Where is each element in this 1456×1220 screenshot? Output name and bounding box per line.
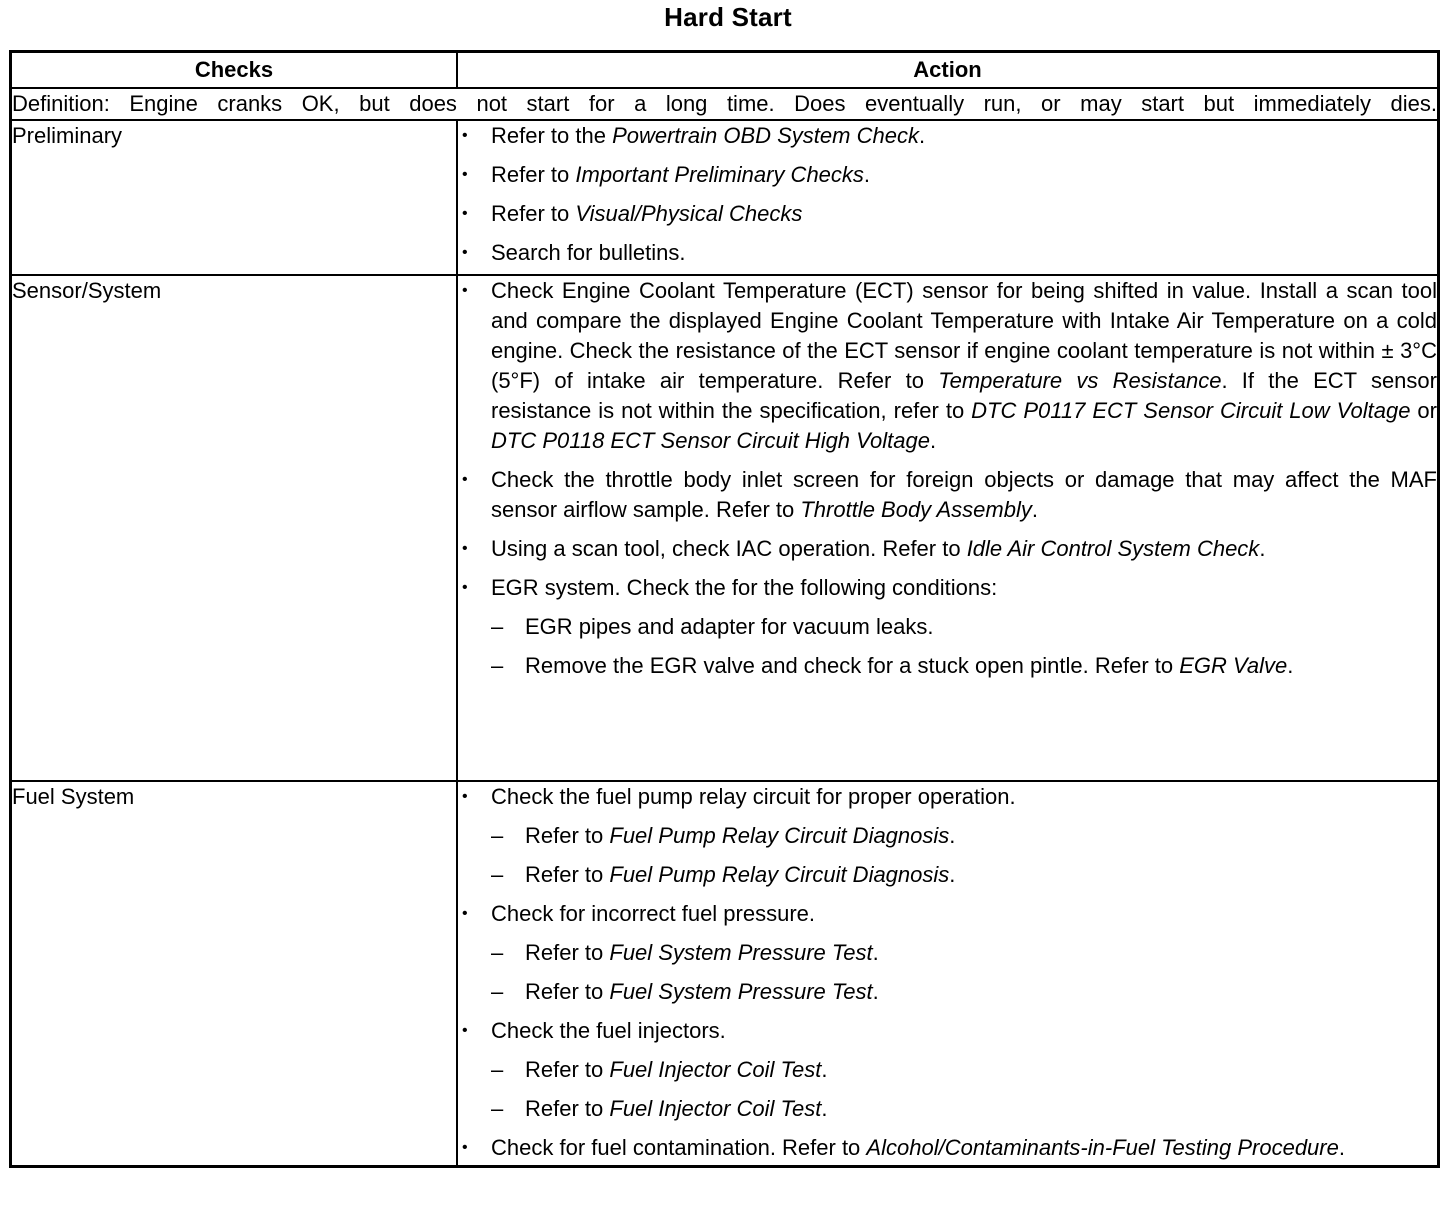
check-label-sensor-system: Sensor/System — [11, 275, 458, 781]
action-header: Action — [457, 52, 1439, 89]
reference-link: Fuel Injector Coil Test — [609, 1096, 822, 1121]
list-item — [458, 1133, 1437, 1163]
item-text: . — [929, 428, 937, 453]
item-text: EGR system. Check the for the following conditions: — [491, 575, 998, 600]
list-item — [458, 899, 1437, 929]
bullet-icon: • — [462, 905, 468, 922]
check-label-preliminary: Preliminary — [11, 120, 458, 275]
reference-link: Fuel System Pressure Test — [609, 979, 873, 1004]
list-item — [458, 276, 1437, 456]
sub-item — [458, 938, 1437, 968]
dash-icon: – — [491, 862, 504, 887]
dash-icon: – — [491, 1096, 504, 1121]
bullet-icon: • — [462, 166, 468, 183]
item-text: . — [863, 162, 871, 187]
item-text: . — [918, 123, 926, 148]
item-text: Using a scan tool, check IAC operation. Refer to — [491, 536, 967, 561]
reference-link: Powertrain OBD System Check — [612, 123, 919, 148]
item-text: . — [1338, 1135, 1345, 1160]
sub-item — [458, 977, 1437, 1007]
dash-icon: – — [491, 653, 504, 678]
action-cell-preliminary — [457, 120, 1439, 275]
list-item — [458, 465, 1437, 525]
item-text: Check the fuel pump relay circuit for proper operation. — [491, 784, 1016, 809]
bullet-icon: • — [462, 579, 468, 596]
check-label-fuel-system: Fuel System — [11, 781, 458, 1167]
bullet-icon: • — [462, 1139, 468, 1156]
item-text: . — [821, 1096, 828, 1121]
bullet-icon: • — [462, 205, 468, 222]
reference-link: Fuel Pump Relay Circuit Diagnosis — [609, 823, 950, 848]
bullet-icon: • — [462, 282, 468, 299]
definition-row — [11, 88, 1439, 120]
item-text: . — [1031, 497, 1038, 522]
dash-icon: – — [491, 979, 504, 1004]
bullet-icon: • — [462, 471, 468, 488]
item-text: . — [821, 1057, 828, 1082]
reference-link: Alcohol/Contaminants-in-Fuel Testing Procedure — [866, 1135, 1339, 1160]
item-text: Check for fuel contamination. Refer to — [491, 1135, 867, 1160]
hard-start-table — [9, 50, 1440, 1168]
bullet-icon: • — [462, 540, 468, 557]
bullet-icon: • — [462, 244, 468, 261]
table-row — [11, 275, 1439, 781]
sub-item — [458, 860, 1437, 890]
sub-item — [458, 1055, 1437, 1085]
page-title: Hard Start — [664, 2, 792, 32]
item-text: . — [872, 940, 879, 965]
bullet-icon: • — [462, 1022, 468, 1039]
table-row — [11, 120, 1439, 275]
item-text: . — [949, 862, 956, 887]
list-item — [458, 121, 1437, 151]
dash-icon: – — [491, 940, 504, 965]
definition-text: Definition: Engine cranks OK, but does not start for a long time. Does eventually run, or may start but immediately dies. — [11, 88, 1439, 120]
item-text: Refer to — [525, 979, 610, 1004]
item-text: . — [872, 979, 879, 1004]
reference-link: EGR Valve — [1179, 653, 1288, 678]
action-cell-sensor-system — [457, 275, 1439, 781]
reference-link: Idle Air Control System Check — [966, 536, 1260, 561]
item-text: Remove the EGR valve and check for a stuck open pintle. Refer to — [525, 653, 1180, 678]
reference-link: Throttle Body Assembly — [800, 497, 1032, 522]
checks-header: Checks — [11, 52, 458, 89]
sub-item — [458, 612, 1437, 642]
reference-link: Visual/Physical Checks — [575, 201, 803, 226]
list-item — [458, 573, 1437, 603]
item-text: Check Engine Coolant Temperature (ECT) sensor for being shifted in value. Install a scan tool and compare the displayed Engine Coolant Temperature with Intake Air Temperature on a cold engine. Check the resistance of the ECT sensor if engine coolant temperature is not within ± 3°C (5°F) of intake air temperature. Refer to — [491, 278, 1437, 393]
item-text: Refer to — [491, 162, 576, 187]
sub-item — [458, 1094, 1437, 1124]
item-text: . — [1287, 653, 1294, 678]
reference-link: Fuel System Pressure Test — [609, 940, 873, 965]
reference-link: Important Preliminary Checks — [575, 162, 864, 187]
item-text: Check the throttle body inlet screen for foreign objects or damage that may affect the MAF sensor airflow sample. Refer to — [491, 467, 1437, 522]
reference-link: Fuel Pump Relay Circuit Diagnosis — [609, 862, 950, 887]
item-text: or — [1410, 398, 1437, 423]
item-text: Refer to — [525, 823, 610, 848]
table-row — [11, 781, 1439, 1167]
item-text: Refer to — [525, 1096, 610, 1121]
item-text: . If the ECT sensor resistance is not within the specification, refer to — [491, 368, 1437, 423]
item-text: . — [949, 823, 956, 848]
list-item — [458, 1016, 1437, 1046]
item-text: Refer to — [525, 1057, 610, 1082]
reference-link: Temperature vs Resistance — [938, 368, 1222, 393]
item-text: Check the fuel injectors. — [491, 1018, 726, 1043]
list-item — [458, 160, 1437, 190]
item-text: Check for incorrect fuel pressure. — [491, 901, 816, 926]
bullet-icon: • — [462, 127, 468, 144]
item-text: Refer to — [491, 201, 576, 226]
bullet-icon: • — [462, 788, 468, 805]
item-text: Refer to the — [491, 123, 613, 148]
table-header-row — [11, 52, 1439, 89]
dash-icon: – — [491, 614, 504, 639]
item-text: Refer to — [525, 862, 610, 887]
item-text: EGR pipes and adapter for vacuum leaks. — [525, 614, 934, 639]
list-item — [458, 534, 1437, 564]
sub-item — [458, 651, 1437, 681]
item-text: Refer to — [525, 940, 610, 965]
item-text: Search for bulletins. — [491, 240, 686, 265]
reference-link: DTC P0117 ECT Sensor Circuit Low Voltage — [971, 398, 1411, 423]
sub-item — [458, 821, 1437, 851]
action-cell-fuel-system — [457, 781, 1439, 1167]
list-item — [458, 238, 1437, 268]
dash-icon: – — [491, 823, 504, 848]
list-item — [458, 782, 1437, 812]
list-item — [458, 199, 1437, 229]
reference-link: Fuel Injector Coil Test — [609, 1057, 822, 1082]
item-text: . — [1259, 536, 1266, 561]
reference-link: DTC P0118 ECT Sensor Circuit High Voltage — [491, 428, 930, 453]
dash-icon: – — [491, 1057, 504, 1082]
